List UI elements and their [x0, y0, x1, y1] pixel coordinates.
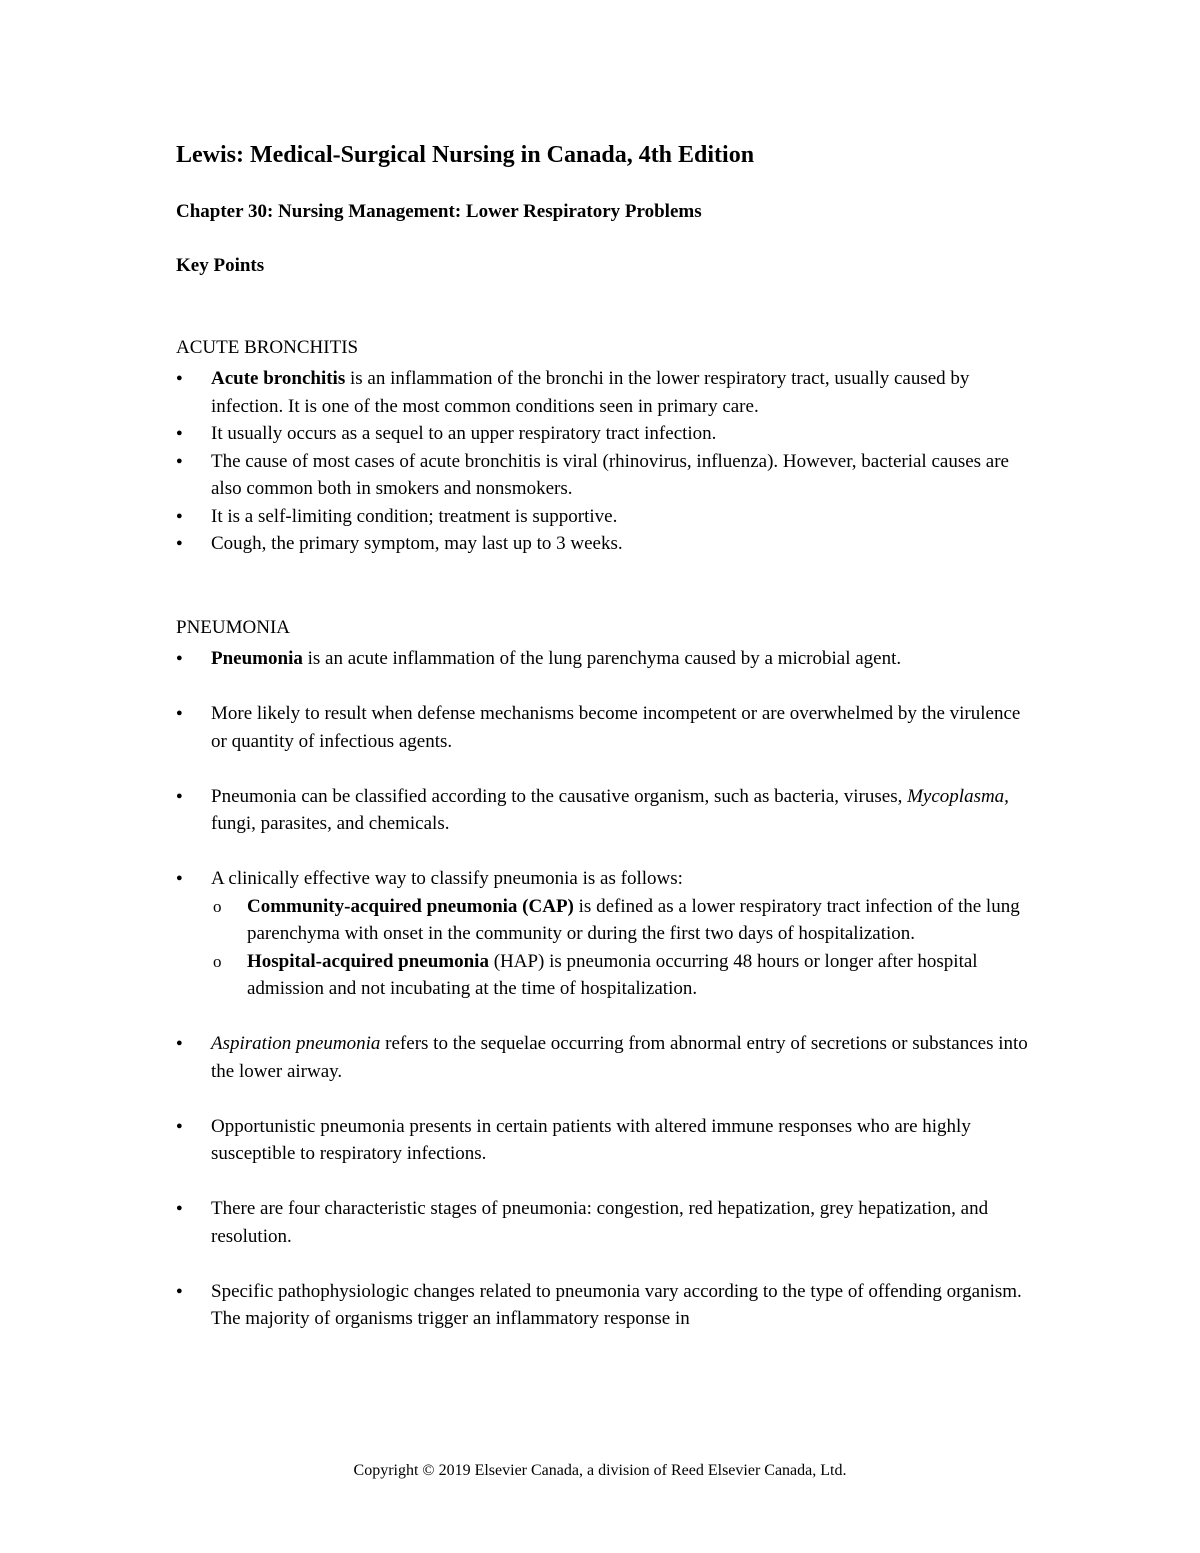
- term: Community-acquired pneumonia (CAP): [247, 895, 574, 917]
- acute-bronchitis-list: [176, 365, 1036, 558]
- item-text: Pneumonia can be classified according to the causative organism, such as bacteria, viruses,: [211, 785, 908, 807]
- list-item: ● It is a self-limiting condition; treatment is supportive.: [176, 503, 1036, 531]
- list-item: ● More likely to result when defense mechanisms become incompetent or are overwhelmed by the virulence or quantity of infectious agents.: [176, 700, 1036, 755]
- list-item: [176, 865, 1036, 1003]
- chapter-title: Chapter 30: Nursing Management: Lower Respiratory Problems: [176, 201, 702, 222]
- book-title: Lewis: Medical-Surgical Nursing in Canada, 4th Edition: [176, 142, 755, 168]
- item-text: (HAP) is pneumonia occurring 48 hours or longer after hospital admission and not incubating at the time of hospitalization.: [247, 950, 978, 999]
- term: Pneumonia: [211, 648, 303, 669]
- list-item: [176, 365, 1036, 420]
- item-text: refers to the sequelae occurring from abnormal entry of secretions or substances into the lower airway.: [211, 1033, 1028, 1082]
- list-item: [176, 1030, 1036, 1085]
- list-item: ● Specific pathophysiologic changes related to pneumonia vary according to the type of offending organism. The majority of organisms trigger an inflammatory response in: [176, 1278, 1036, 1333]
- list-item: ● It usually occurs as a sequel to an upper respiratory tract infection.: [176, 420, 1036, 448]
- sub-list-item: [211, 893, 1036, 948]
- list-item: ● Opportunistic pneumonia presents in certain patients with altered immune responses who are highly susceptible to respiratory infections.: [176, 1113, 1036, 1168]
- item-text: fungi, parasites, and chemicals.: [211, 813, 450, 834]
- list-item: ● Cough, the primary symptom, may last up to 3 weeks.: [176, 530, 1036, 558]
- item-italic: Mycoplasma,: [907, 785, 1009, 807]
- list-item: ● There are four characteristic stages of pneumonia: congestion, red hepatization, grey hepatization, and resolution.: [176, 1195, 1036, 1250]
- term: Hospital-acquired pneumonia: [247, 950, 489, 972]
- section-heading-acute-bronchitis: ACUTE BRONCHITIS: [176, 337, 359, 358]
- item-text: is defined as a lower respiratory tract infection of the lung parenchyma with onset in the community or during the first two days of hospitalization.: [247, 895, 1020, 944]
- list-item: [176, 783, 1036, 838]
- list-item: [176, 645, 1036, 673]
- copyright-footer: Copyright © 2019 Elsevier Canada, a division of Reed Elsevier Canada, Ltd.: [353, 1462, 847, 1479]
- pneumonia-list: [176, 645, 1036, 1333]
- sub-list-item: [211, 948, 1036, 1003]
- list-item: ● The cause of most cases of acute bronchitis is viral (rhinovirus, influenza). However, bacterial causes are also common both in smokers and nonsmokers.: [176, 448, 1036, 503]
- item-text: is an acute inflammation of the lung parenchyma caused by a microbial agent.: [302, 648, 902, 669]
- item-text: is an inflammation of the bronchi in the lower respiratory tract, usually caused by infection. It is one of the most common conditions seen in primary care.: [211, 368, 970, 417]
- item-italic: Aspiration pneumonia: [211, 1033, 381, 1054]
- item-text: A clinically effective way to classify pneumonia is as follows:: [211, 868, 683, 889]
- term: Acute bronchitis: [211, 368, 346, 389]
- classification-sublist: [211, 893, 1036, 1003]
- key-points-label: Key Points: [176, 255, 265, 276]
- section-heading-pneumonia: PNEUMONIA: [176, 617, 290, 638]
